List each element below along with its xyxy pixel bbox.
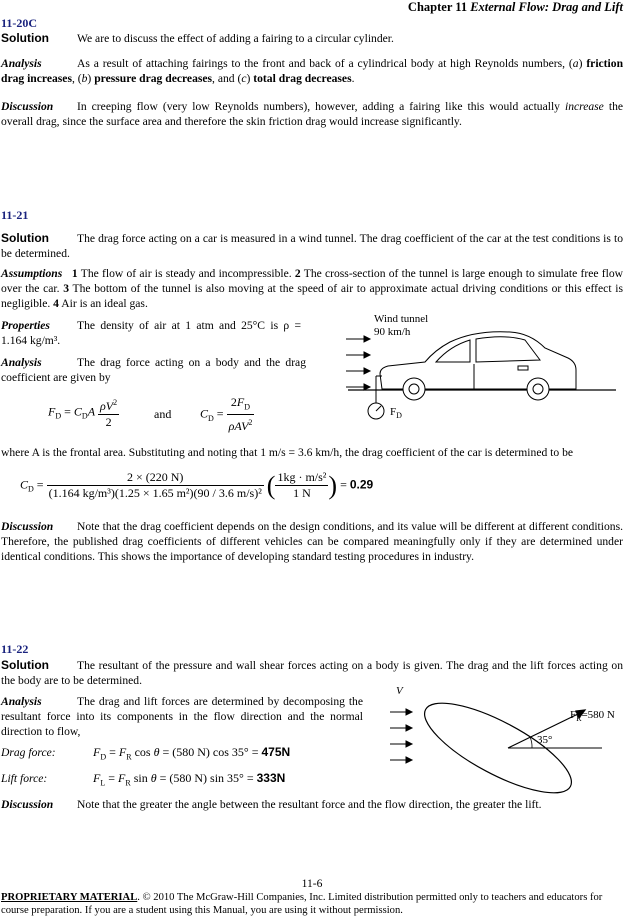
drag-coefficient-calculation: $C_D$ = $\frac{2 \times (220 N)}{\text{(1.164 kg/m³)(1.25 × 1.65 m²)(90 / 3.6 m/s)²}}$ ( $\frac{\text{1kg · m/s²}}{1 N}$ ) = 0.29 (20, 470, 374, 500)
discussion-11-21: Discussion Note that the drag coefficient depends on the design conditions, and its value will be different at different conditions. Therefore, the published drag coefficients of different vehicles can be compared meaningfully only if they are determined under identical conditions. This shows the importance of developing standard testing procedures in industry. (1, 520, 623, 563)
total-drag-answer: total drag decreases (253, 72, 352, 85)
analysis-11-20c: Analysis As a result of attaching fairings to the front and back of a cylindrical body at high Reynolds numbers, (a) friction drag increases, (b) pressure drag decreases, and (c) total drag decreases. (1, 57, 624, 85)
assumptions-11-21: Assumptions 1 The flow of air is steady and incompressible. 2 The cross-section of the tunnel is large enough to simulate free flow over the car. 3 The bottom of the tunnel is also moving at the speed of air to approximate actual driving conditions or this effect is negligible. 4 Air is an ideal gas. (1, 267, 623, 310)
drag-coefficient-equation: $C_D$ = $\frac{2F_D}{\rho AV^2}$ (200, 395, 253, 434)
angle-label: 35° (537, 734, 553, 746)
drag-force-label: Drag force: (1, 746, 56, 759)
solution-label: Solution (1, 231, 49, 245)
discussion-label: Discussion (1, 520, 54, 533)
pressure-drag-answer: pressure drag decreases (94, 72, 213, 85)
assumptions-label: Assumptions (1, 267, 63, 280)
solution-label: Solution (1, 31, 49, 45)
lift-force-label: Lift force: (1, 772, 48, 785)
copyright-footer: PROPRIETARY MATERIAL. © 2010 The McGraw-Hill Companies, Inc. Limited distribution permitted only to teachers and educators for course preparation. If you are a student using this Manual, you are using it without permission. (1, 892, 603, 916)
drag-force-answer: 475N (261, 745, 291, 759)
wind-speed-label: 90 km/h (374, 326, 411, 338)
resultant-force-figure (380, 682, 624, 798)
analysis-11-22: Analysis The drag and lift forces are determined by decomposing the resultant force into its components in the flow direction and the normal direction to flow, (1, 695, 363, 738)
drag-coefficient-answer: 0.29 (349, 477, 374, 492)
properties-11-21: Properties The density of air at 1 atm and 25°C is ρ = 1.164 kg/m³. (1, 319, 301, 347)
problem-number-11-22: 11-22 (1, 642, 29, 656)
wind-tunnel-label: Wind tunnel (374, 313, 429, 325)
drag-force-calculation: $F_D = F_R$ cos θ = (580 N) cos 35° = 475N (93, 745, 291, 762)
and-text: and (154, 407, 172, 421)
wind-tunnel-figure (340, 310, 624, 425)
problem-number-11-21: 11-21 (1, 208, 29, 222)
proprietary-label: PROPRIETARY MATERIAL (1, 892, 138, 903)
velocity-label: V (396, 685, 403, 697)
running-header (408, 0, 623, 15)
lift-force-answer: 333N (256, 771, 286, 785)
solution-label: Solution (1, 658, 49, 672)
analysis-11-21: Analysis The drag force acting on a body and the drag coefficient are given by (1, 356, 306, 384)
analysis-label: Analysis (1, 57, 42, 70)
resultant-force-label: $F_R=580$ N (570, 709, 615, 723)
flow-arrows (390, 709, 412, 763)
friction-drag-answer: friction drag increases (1, 57, 624, 85)
where-text-11-21: where A is the frontal area. Substituting and noting that 1 m/s = 3.6 km/h, the drag coefficient of the car is determined to be (1, 446, 574, 459)
drag-force-equation: $F_D = C_DA$ $\frac{\rho V^2}{2}$ (48, 395, 119, 430)
solution-11-20c (1, 31, 623, 46)
chapter-number: Chapter 11 (407, 0, 468, 14)
discussion-label: Discussion (1, 798, 54, 811)
drag-force-label: $F_D$ (390, 406, 402, 420)
page-number: 11-6 (301, 877, 323, 890)
discussion-label: Discussion (1, 100, 54, 113)
airfoil-body (413, 687, 582, 798)
chapter-title: External Flow: Drag and Lift (470, 0, 623, 14)
problem-number-11-20c: 11-20C (1, 16, 37, 30)
solution-11-22: Solution The resultant of the pressure and wall shear forces acting on a body is given. The drag and the lift forces acting on the body are to be determined. (1, 658, 623, 687)
solution-11-21: Solution The drag force acting on a car is measured in a wind tunnel. The drag coefficient of the car at the test conditions is to be determined. (1, 231, 623, 260)
lift-force-calculation: $F_L = F_R$ sin θ = (580 N) sin 35° = 333N (93, 771, 286, 788)
discussion-11-20c: Discussion In creeping flow (very low Reynolds numbers), however, adding a fairing like this would actually increase the overall drag, since the surface area and therefore the skin friction drag would increase significantly. (1, 100, 624, 128)
discussion-11-22: Discussion Note that the greater the angle between the resultant force and the flow direction, the greater the lift. (1, 798, 542, 811)
properties-label: Properties (1, 319, 50, 332)
analysis-label: Analysis (1, 356, 42, 369)
analysis-label: Analysis (1, 695, 42, 708)
solution-text: We are to discuss the effect of adding a fairing to a circular cylinder. (77, 32, 394, 45)
flow-arrows (346, 336, 370, 390)
